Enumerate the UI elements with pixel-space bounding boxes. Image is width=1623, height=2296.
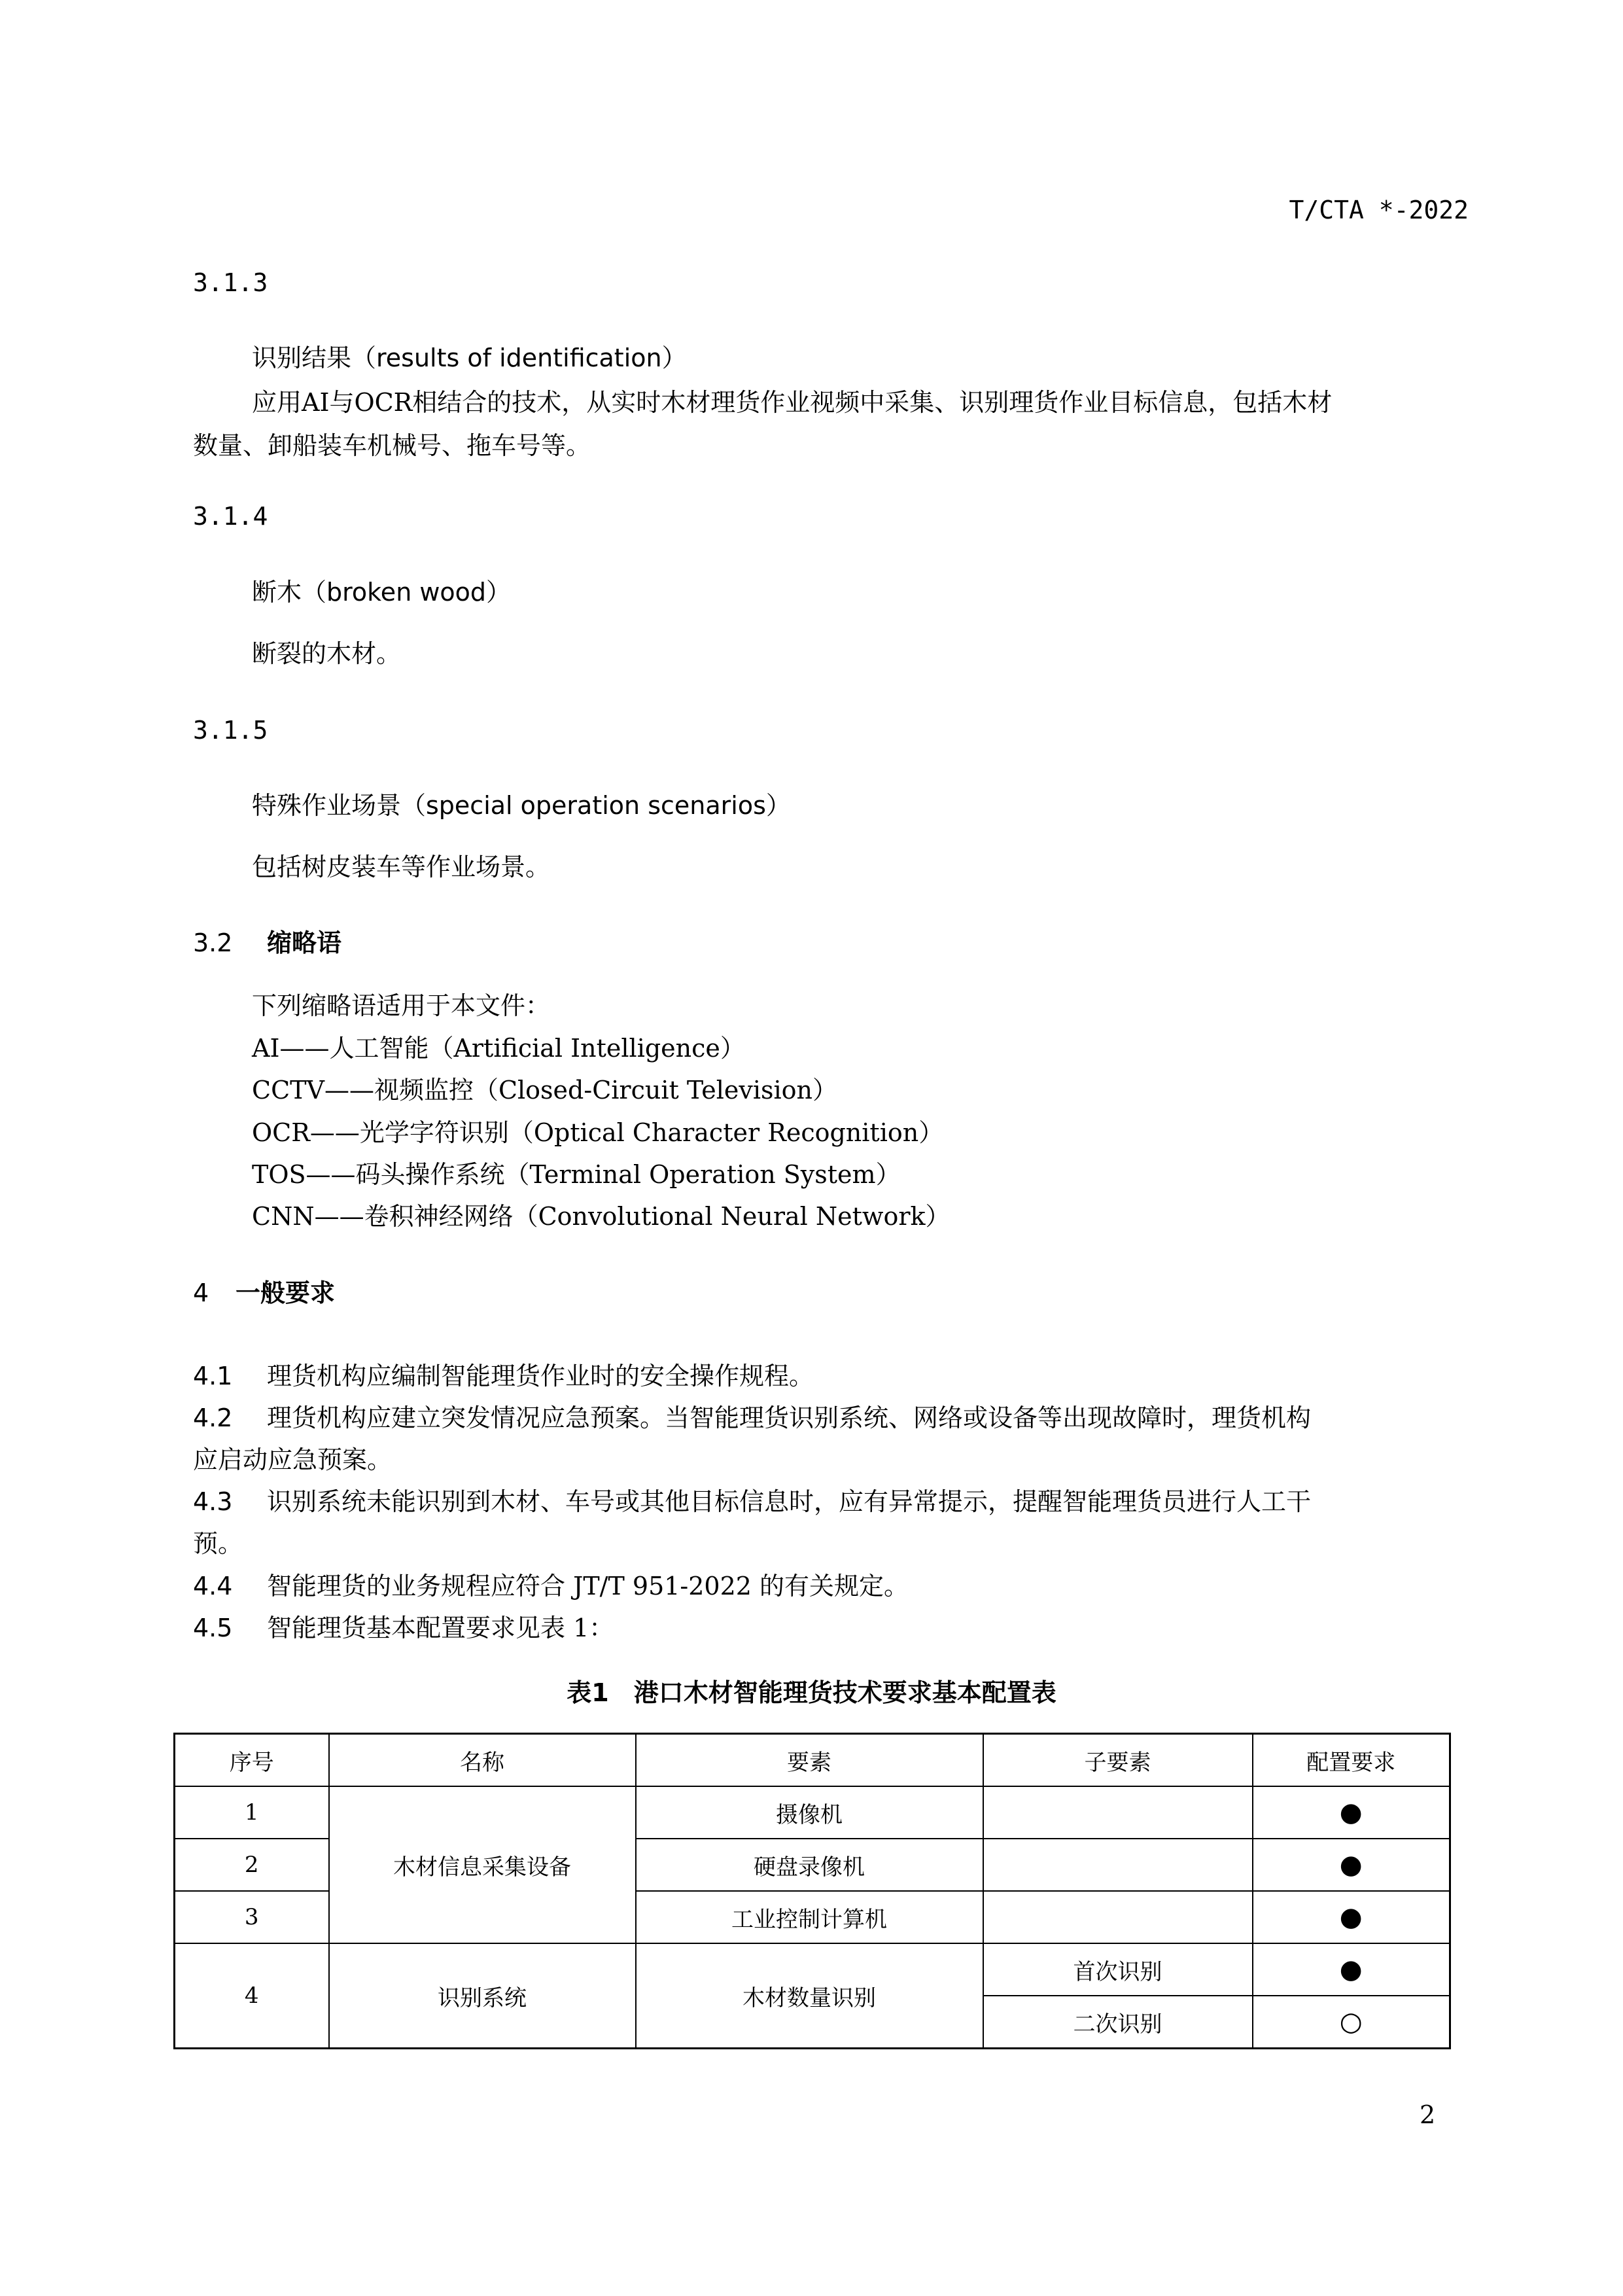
- abbreviation-item: CNN——卷积神经网络（Convolutional Neural Network）: [252, 1202, 951, 1231]
- abbreviation-item: TOS——码头操作系统（Terminal Operation System）: [252, 1160, 901, 1189]
- clause-text: 理货机构应建立突发情况应急预案。当智能理货识别系统、网络或设备等出现故障时，理货机构: [267, 1404, 1312, 1432]
- term-number-313: 3.1.3: [193, 268, 268, 297]
- section-number-32: 3.2: [193, 928, 233, 957]
- abbreviation-item: OCR——光学字符识别（Optical Character Recognition）: [252, 1118, 944, 1147]
- sub-element-cell: [983, 1891, 1253, 1943]
- clause-number: 4.3: [193, 1487, 233, 1516]
- clause-text: 应启动应急预案。: [193, 1445, 393, 1474]
- section-title-32: 缩略语: [267, 928, 342, 957]
- clause-number: 4.2: [193, 1404, 233, 1432]
- page-number: 2: [1420, 2100, 1436, 2129]
- table-header-cell: 子要素: [983, 1734, 1253, 1787]
- sub-element-cell: 首次识别: [983, 1943, 1253, 1996]
- sub-element-cell: 二次识别: [983, 1996, 1253, 2049]
- term-definition-315: 包括树皮装车等作业场景。: [252, 853, 551, 881]
- table-row: [175, 1786, 1450, 1839]
- row-number: 2: [175, 1839, 329, 1891]
- abbreviations-intro: 下列缩略语适用于本文件：: [252, 991, 551, 1020]
- table-header-cell: 名称: [329, 1734, 636, 1787]
- table-header-cell: 配置要求: [1253, 1734, 1450, 1787]
- element-cell: 木材数量识别: [636, 1943, 983, 2049]
- clause-number: 4.1: [193, 1362, 233, 1390]
- term-number-315: 3.1.5: [193, 716, 268, 745]
- abbreviation-item: CCTV——视频监控（Closed-Circuit Television）: [252, 1076, 838, 1104]
- term-definition-314: 断裂的木材。: [252, 639, 402, 668]
- table-caption: 表1 港口木材智能理货技术要求基本配置表: [567, 1678, 1056, 1707]
- element-cell: 工业控制计算机: [636, 1891, 983, 1943]
- term-title-313: 识别结果（results of identification）: [252, 344, 687, 372]
- term-definition-313: [193, 381, 1465, 467]
- element-cell: 硬盘录像机: [636, 1839, 983, 1891]
- group-name: 木材信息采集设备: [329, 1786, 636, 1943]
- row-number: 3: [175, 1891, 329, 1943]
- table-header-row: [175, 1734, 1450, 1787]
- abbreviation-item: AI——人工智能（Artificial Intelligence）: [252, 1034, 745, 1063]
- clause-text: 识别系统未能识别到木材、车号或其他目标信息时，应有异常提示，提醒智能理货员进行人工干: [267, 1487, 1312, 1516]
- definition-line: 数量、卸船装车机械号、拖车号等。: [193, 431, 591, 460]
- row-number: 1: [175, 1786, 329, 1839]
- element-cell: 摄像机: [636, 1786, 983, 1839]
- requirement-mark: ●: [1253, 1943, 1450, 1996]
- sub-element-cell: [983, 1839, 1253, 1891]
- config-table: [173, 1733, 1451, 2049]
- definition-line: 应用AI与OCR相结合的技术，从实时木材理货作业视频中采集、识别理货作业目标信息，包括木材: [252, 388, 1333, 417]
- table-header-cell: 要素: [636, 1734, 983, 1787]
- requirement-mark: ○: [1253, 1996, 1450, 2049]
- sub-element-cell: [983, 1786, 1253, 1839]
- section-number-4: 4: [193, 1279, 209, 1307]
- requirement-mark: ●: [1253, 1786, 1450, 1839]
- doc-code: T/CTA *-2022: [1289, 196, 1469, 224]
- group-name: 识别系统: [329, 1943, 636, 2049]
- clause-text: 预。: [193, 1529, 243, 1558]
- table-header-cell: 序号: [175, 1734, 329, 1787]
- section-title-4: 一般要求: [236, 1279, 336, 1307]
- term-title-314: 断木（broken wood）: [252, 578, 512, 607]
- clause-number: 4.4: [193, 1572, 233, 1600]
- term-title-315: 特殊作业场景（special operation scenarios）: [252, 791, 791, 820]
- requirement-mark: ●: [1253, 1839, 1450, 1891]
- clause-number: 4.5: [193, 1614, 233, 1642]
- term-number-314: 3.1.4: [193, 502, 268, 531]
- table-row: [175, 1943, 1450, 1996]
- clause-text: 智能理货基本配置要求见表 1：: [267, 1614, 614, 1642]
- requirement-mark: ●: [1253, 1891, 1450, 1943]
- clause-text: 理货机构应编制智能理货作业时的安全操作规程。: [267, 1362, 814, 1390]
- clause-text: 智能理货的业务规程应符合 JT/T 951-2022 的有关规定。: [267, 1572, 909, 1600]
- row-number: 4: [175, 1943, 329, 2049]
